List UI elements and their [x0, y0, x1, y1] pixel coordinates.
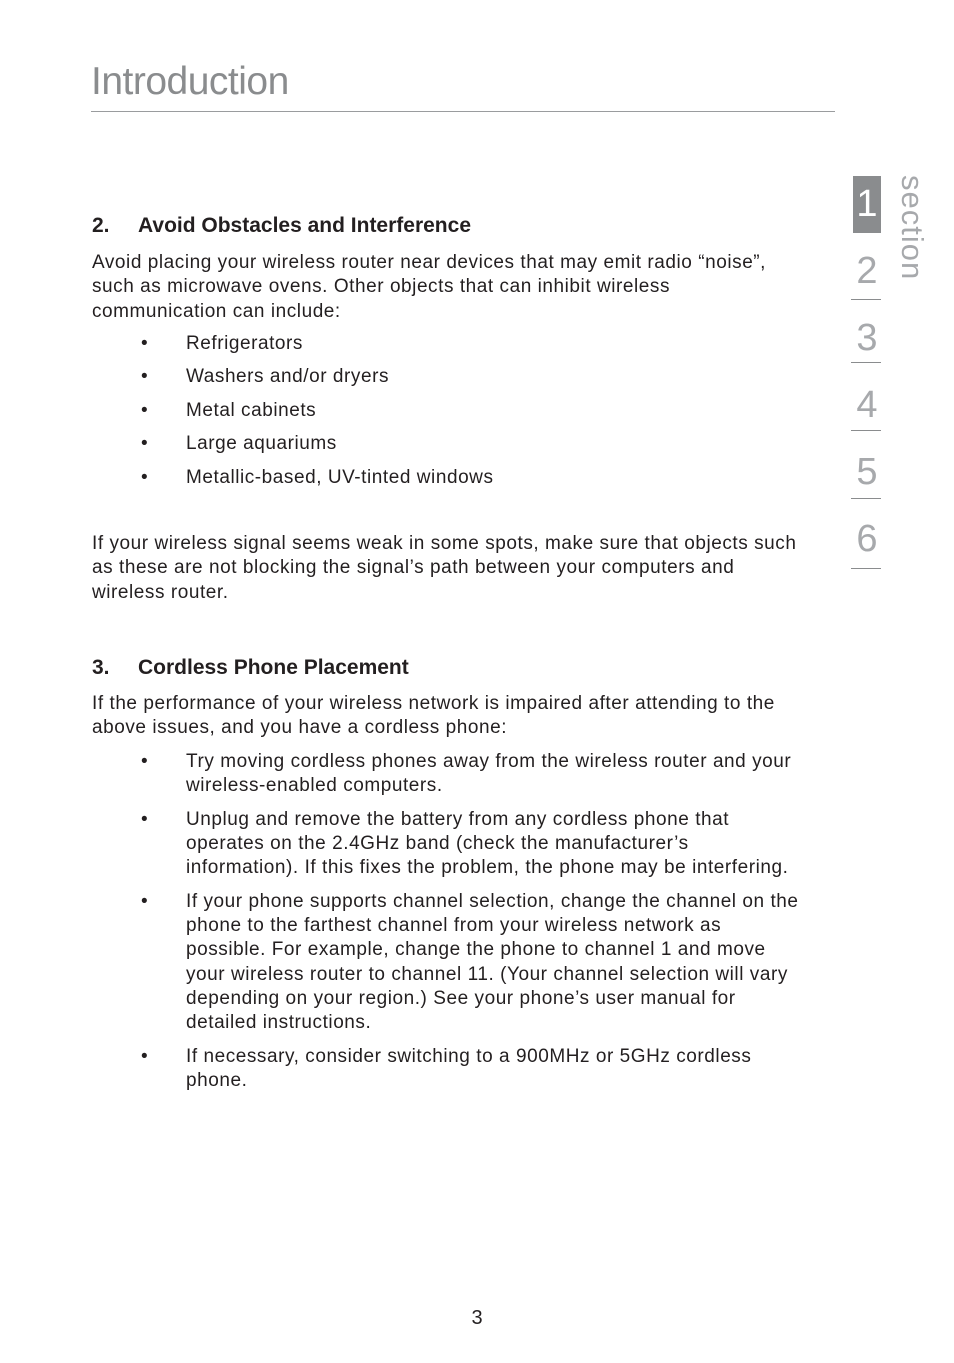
- section-tab-5[interactable]: 5: [856, 451, 878, 493]
- header-divider: [91, 111, 835, 112]
- section-2-outro: If your wireless signal seems weak in some spots, make sure that objects such as these are not blocking the signal’s path between your computers and wireless router.: [92, 533, 797, 603]
- section-navigator: [851, 175, 951, 595]
- bullet-icon: •: [141, 333, 149, 354]
- section-3-title: Cordless Phone Placement: [138, 656, 409, 679]
- list-item: • Washers and/or dryers: [92, 365, 804, 389]
- list-item: • If necessary, consider switching to a 900MHz or 5GHz cordless phone.: [141, 1045, 752, 1092]
- section-tab-6[interactable]: 6: [856, 518, 878, 560]
- bullet-icon: •: [141, 808, 149, 830]
- phone-tips-list: [92, 750, 804, 1103]
- list-item: • Try moving cordless phones away from the wireless router and your wireless-enabled computers.: [141, 751, 792, 797]
- section-2-title: Avoid Obstacles and Interference: [138, 214, 471, 237]
- section-3-intro: If the performance of your wireless network is impaired after attending to the above issues, and you have a cordless phone:: [92, 693, 775, 739]
- section-tab-2[interactable]: 2: [856, 250, 878, 292]
- section-2-intro: Avoid placing your wireless router near devices that may emit radio “noise”, such as microwave ovens. Other objects that can inhibit wireless communication can include:: [92, 252, 767, 322]
- section-divider: [851, 299, 881, 300]
- section-divider: [851, 362, 881, 363]
- list-item: • Refrigerators: [92, 332, 804, 356]
- obstacle-list: [92, 332, 804, 499]
- list-item: • Large aquariums: [92, 432, 804, 456]
- section-tab-3[interactable]: 3: [856, 317, 878, 359]
- bullet-icon: •: [141, 466, 149, 488]
- section-divider: [851, 568, 881, 569]
- section-divider: [851, 498, 881, 499]
- list-item: • Metallic-based, UV-tinted windows: [92, 466, 804, 490]
- bullet-icon: •: [141, 890, 149, 912]
- section-2-number: 2.: [92, 214, 110, 237]
- list-item: • If your phone supports channel selection, change the channel on the phone to the farthest channel from your wireless network as possible. For example, change the phone to channel 1 and move your wireless router to channel 11. (Your channel selection will vary depending on your region.) See your phone’s user manual for detailed instructions.: [141, 890, 799, 1034]
- section-divider: [851, 430, 881, 431]
- bullet-icon: •: [141, 366, 149, 388]
- section-2-heading: [92, 214, 471, 238]
- list-item: • Unplug and remove the battery from any cordless phone that operates on the 2.4GHz band (check the manufacturer’s information). If this fixes the problem, the phone may be interfering.: [141, 808, 789, 879]
- bullet-icon: •: [141, 1045, 149, 1067]
- section-tab-4[interactable]: 4: [856, 384, 878, 426]
- section-label: section: [895, 175, 930, 281]
- section-tab-active[interactable]: 1: [853, 176, 881, 233]
- list-item: • Metal cabinets: [92, 399, 804, 423]
- page-title: Introduction: [91, 60, 289, 103]
- bullet-icon: •: [141, 751, 149, 772]
- page-number: 3: [471, 1307, 483, 1329]
- bullet-icon: •: [141, 399, 149, 421]
- section-3-heading: [92, 656, 409, 680]
- bullet-icon: •: [141, 433, 149, 455]
- section-3-number: 3.: [92, 656, 110, 679]
